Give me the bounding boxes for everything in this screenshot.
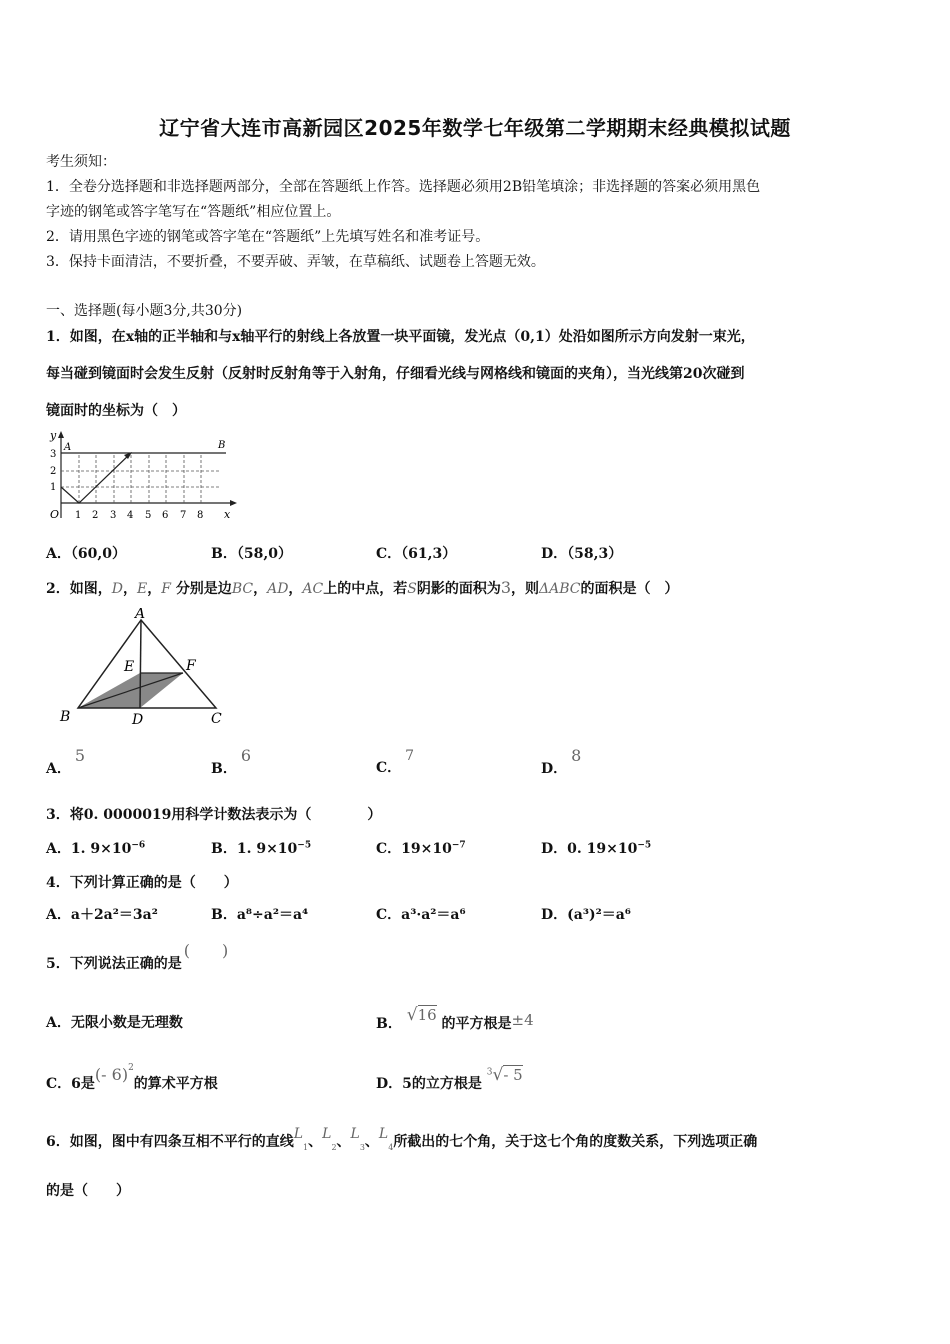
q3-option-b[interactable]: B．1. $9\times 10^{-5}$ bbox=[211, 840, 312, 857]
q1-origin-label: O bbox=[50, 508, 60, 521]
q1-x-tick: 3 bbox=[110, 510, 117, 521]
q1-x-tick: 7 bbox=[180, 510, 187, 521]
notice-item-2: 2．请用黑色字迹的钢笔或答字笔在“答题纸”上先填写姓名和准考证号。 bbox=[46, 229, 490, 245]
q2-label-a: A bbox=[135, 608, 146, 622]
q2-option-a[interactable]: A．5 bbox=[46, 746, 86, 777]
q1-label-a: A bbox=[64, 442, 72, 453]
q5-option-b[interactable]: B． √16 的平方根是±4 bbox=[376, 1005, 534, 1032]
section-heading: 一、选择题(每小题3分,共30分) bbox=[46, 303, 243, 319]
page-title: 辽宁省大连市高新园区2025年数学七年级第二学期期末经典模拟试题 bbox=[159, 116, 791, 140]
q1-x-tick: 5 bbox=[145, 510, 152, 521]
q1-line-2: 每当碰到镜面时会发生反射（反射时反射角等于入射角，仔细看光线与网格线和镜面的夹角），当光线第20次碰到 bbox=[46, 366, 745, 382]
q1-x-axis-label: x bbox=[224, 508, 231, 521]
q4-option-d[interactable]: D．(a³)²＝a⁶ bbox=[541, 907, 631, 923]
q2-option-d[interactable]: D．8 bbox=[541, 746, 582, 777]
q1-y-tick: 1 bbox=[50, 482, 57, 493]
q1-mirror-figure bbox=[44, 428, 244, 524]
q1-label-b: B bbox=[218, 440, 226, 451]
q5-option-d[interactable]: D．5的立方根是 $^3$√- 5 bbox=[376, 1065, 523, 1092]
q6-line-2: 的是（ ） bbox=[46, 1183, 130, 1199]
q3-option-d[interactable]: D．0. $19\times 10^{-5}$ bbox=[541, 840, 652, 857]
notice-item-3: 3．保持卡面清洁，不要折叠，不要弄破、弄皱，在草稿纸、试题卷上答题无效。 bbox=[46, 254, 545, 270]
notice-heading: 考生须知： bbox=[46, 154, 116, 170]
q2-label-d: D bbox=[132, 712, 144, 728]
q2-label-c: C bbox=[211, 711, 222, 727]
q1-option-d[interactable]: D．（58,3） bbox=[541, 546, 623, 562]
q2-option-c[interactable]: C．7 bbox=[376, 748, 415, 776]
q1-line-3: 镜面时的坐标为（ ） bbox=[46, 403, 186, 419]
q1-option-a[interactable]: A．（60,0） bbox=[46, 546, 126, 562]
q3-option-a[interactable]: A．1. $9\times 10^{-6}$ bbox=[46, 840, 146, 857]
q5-option-a[interactable]: A．无限小数是无理数 bbox=[46, 1015, 183, 1031]
q1-x-tick: 2 bbox=[92, 510, 99, 521]
q5-option-c[interactable]: C．6是(- 6)$^2$的算术平方根 bbox=[46, 1063, 218, 1092]
q1-x-tick: 1 bbox=[75, 510, 82, 521]
q1-y-tick: 2 bbox=[50, 466, 57, 477]
q2-option-b[interactable]: B．6 bbox=[211, 746, 252, 777]
q4-option-b[interactable]: B．a⁸÷a²＝a⁴ bbox=[211, 907, 309, 923]
q4-option-a[interactable]: A．a＋2a²＝3a² bbox=[46, 907, 158, 923]
q2-triangle-figure bbox=[56, 608, 236, 732]
q2-label-e: E bbox=[124, 659, 135, 675]
q1-option-b[interactable]: B．（58,0） bbox=[211, 546, 292, 562]
q3-option-c[interactable]: C．$19\times 10^{-7}$ bbox=[376, 840, 466, 857]
q4-stem: 4．下列计算正确的是（ ） bbox=[46, 875, 238, 891]
sqrt-symbol: √16 bbox=[406, 1005, 437, 1025]
q1-line-1: 1．如图，在x轴的正半轴和与x轴平行的射线上各放置一块平面镜，发光点（0,1）处沿如图所示方向发射一束光， bbox=[46, 329, 755, 345]
q1-x-tick: 4 bbox=[127, 510, 134, 521]
q5-stem: 5．下列说法正确的是( ) bbox=[46, 941, 229, 972]
cube-root-symbol: $^3$√- 5 bbox=[486, 1065, 523, 1085]
q1-x-tick: 8 bbox=[197, 510, 204, 521]
q6-line-1: 6．如图，图中有四条互相不平行的直线$L_1$、$L_2$、$L_3$、$L_4$所截出的七个角，关于这七个角的度数关系，下列选项正确 bbox=[46, 1126, 758, 1152]
q1-x-tick: 6 bbox=[162, 510, 169, 521]
q3-stem: 3．将0. 0000019用科学计数法表示为（ ） bbox=[46, 807, 382, 823]
notice-item-1-cont: 字迹的钢笔或答字笔写在“答题纸”相应位置上。 bbox=[46, 204, 341, 220]
q1-option-c[interactable]: C．（61,3） bbox=[376, 546, 457, 562]
q2-label-b: B bbox=[60, 709, 71, 725]
q2-stem: 2．如图，D，E，F 分别是边BC，AD，AC上的中点，若S阴影的面积为3，则ΔABC的面积是（ ） bbox=[46, 578, 679, 597]
q1-y-tick: 3 bbox=[50, 449, 57, 460]
q4-option-c[interactable]: C．a³·a²＝a⁶ bbox=[376, 907, 466, 923]
q1-y-axis-label: y bbox=[50, 429, 57, 442]
q2-label-f: F bbox=[186, 658, 196, 674]
notice-item-1: 1．全卷分选择题和非选择题两部分，全部在答题纸上作答。选择题必须用2B铅笔填涂；非选择题的答案必须用黑色 bbox=[46, 179, 761, 195]
